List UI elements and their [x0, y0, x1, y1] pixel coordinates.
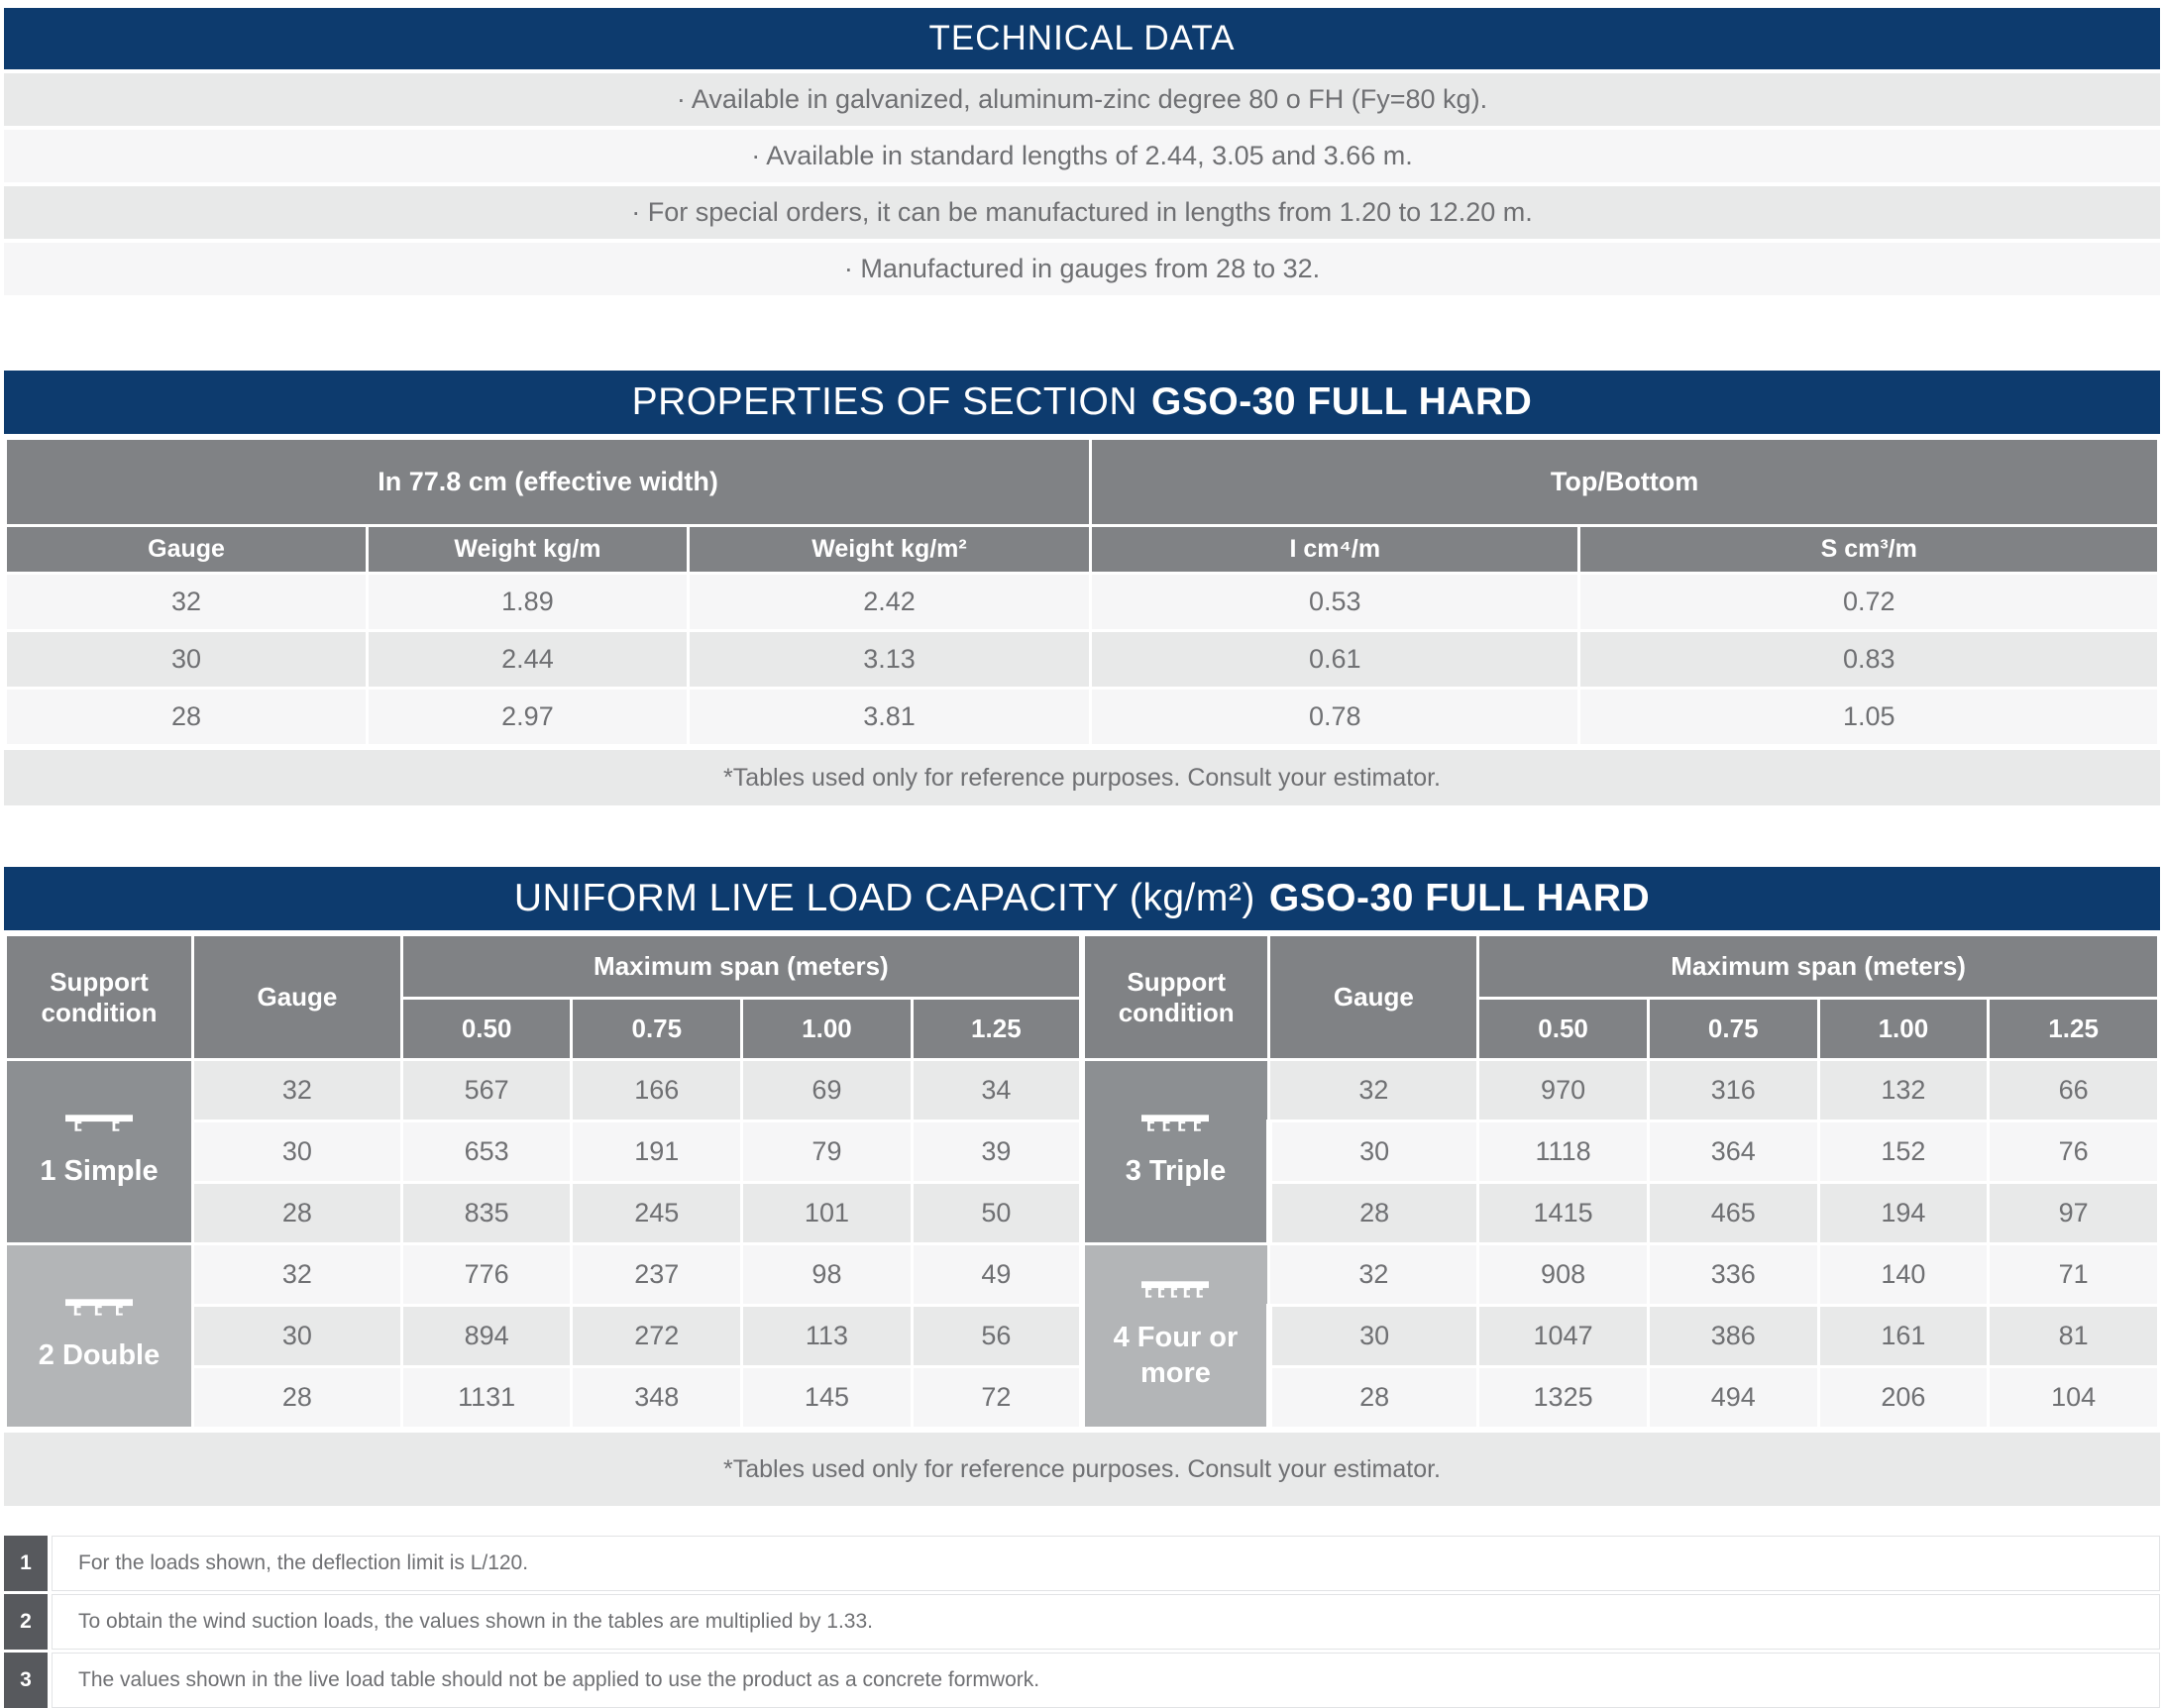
load-cell: 50 [912, 1183, 1082, 1244]
max-span-header: Maximum span (meters) [401, 935, 1082, 999]
load-cell: 104 [1989, 1367, 2159, 1429]
load-cell: 272 [572, 1306, 742, 1367]
table-row [6, 1060, 2159, 1121]
group-header-top-bottom: Top/Bottom [1091, 439, 2159, 526]
load-cell: 71 [1989, 1244, 2159, 1306]
value-cell: 1.89 [368, 574, 689, 631]
properties-title: PROPERTIES OF SECTION [631, 380, 1138, 423]
value-cell: 1.05 [1579, 689, 2159, 746]
load-cell: 152 [1818, 1121, 1989, 1183]
load-cell: 39 [912, 1121, 1082, 1183]
load-cell: 194 [1818, 1183, 1989, 1244]
live-load-header [4, 867, 2160, 930]
gauge-cell: 28 [193, 1183, 402, 1244]
footnote-number: 2 [4, 1594, 48, 1650]
beam-2-supports-icon [65, 1115, 133, 1135]
load-cell: 101 [742, 1183, 913, 1244]
load-cell: 49 [912, 1244, 1082, 1306]
footnotes-section [4, 1536, 2160, 1708]
load-cell: 316 [1648, 1060, 1818, 1121]
footnote-row [4, 1594, 2160, 1650]
table-row [6, 526, 2159, 574]
column-header-inertia: I cm⁴/m [1091, 526, 1579, 574]
value-cell: 3.81 [688, 689, 1090, 746]
technical-data-item-text: · Available in galvanized, aluminum-zinc degree 80 o FH (Fy=80 kg). [676, 84, 1488, 114]
technical-data-item [4, 186, 2160, 239]
technical-data-item [4, 73, 2160, 126]
load-cell: 653 [401, 1121, 572, 1183]
load-cell: 79 [742, 1121, 913, 1183]
support-cell-2-double [6, 1244, 193, 1429]
properties-note [4, 750, 2160, 805]
load-cell: 206 [1818, 1367, 1989, 1429]
load-cell: 348 [572, 1367, 742, 1429]
properties-table [4, 437, 2160, 747]
load-cell: 245 [572, 1183, 742, 1244]
load-cell: 465 [1648, 1183, 1818, 1244]
gauge-cell: 28 [1269, 1367, 1478, 1429]
properties-title-product: GSO-30 FULL HARD [1151, 380, 1533, 423]
load-cell: 191 [572, 1121, 742, 1183]
gauge-cell: 28 [193, 1367, 402, 1429]
load-cell: 34 [912, 1060, 1082, 1121]
load-cell: 66 [1989, 1060, 2159, 1121]
load-cell: 113 [742, 1306, 913, 1367]
technical-data-item-text: · For special orders, it can be manufactured in lengths from 1.20 to 12.20 m. [631, 197, 1533, 227]
span-value-header: 1.25 [1989, 999, 2159, 1060]
gauge-cell: 32 [6, 574, 368, 631]
support-cell-3-triple [1082, 1060, 1269, 1244]
span-value-header: 0.75 [572, 999, 742, 1060]
span-value-header: 0.50 [1478, 999, 1649, 1060]
load-cell: 56 [912, 1306, 1082, 1367]
load-cell: 161 [1818, 1306, 1989, 1367]
column-header-weight-kg-m2: Weight kg/m² [688, 526, 1090, 574]
load-cell: 336 [1648, 1244, 1818, 1306]
load-cell: 98 [742, 1244, 913, 1306]
load-cell: 72 [912, 1367, 1082, 1429]
value-cell: 0.72 [1579, 574, 2159, 631]
live-load-title: UNIFORM LIVE LOAD CAPACITY (kg/m²) [513, 877, 1255, 919]
load-cell: 894 [401, 1306, 572, 1367]
beam-4-supports-icon [1141, 1115, 1209, 1135]
load-cell: 386 [1648, 1306, 1818, 1367]
technical-data-item [4, 130, 2160, 182]
technical-data-header [4, 8, 2160, 69]
load-cell: 76 [1989, 1121, 2159, 1183]
technical-data-item-text: · Available in standard lengths of 2.44, 3.05 and 3.66 m. [751, 141, 1413, 170]
load-cell: 1325 [1478, 1367, 1649, 1429]
load-cell: 908 [1478, 1244, 1649, 1306]
properties-header [4, 371, 2160, 434]
load-cell: 145 [742, 1367, 913, 1429]
load-cell: 494 [1648, 1367, 1818, 1429]
gauge-header: Gauge [1269, 935, 1478, 1060]
span-value-header: 1.00 [1818, 999, 1989, 1060]
support-label: 2 Double [38, 1338, 161, 1371]
table-row [6, 439, 2159, 526]
gauge-cell: 28 [6, 689, 368, 746]
beam-5-supports-icon [1141, 1281, 1209, 1302]
load-cell: 1047 [1478, 1306, 1649, 1367]
gauge-cell: 32 [193, 1060, 402, 1121]
gauge-cell: 28 [1269, 1183, 1478, 1244]
load-cell: 364 [1648, 1121, 1818, 1183]
table-row [6, 1244, 2159, 1306]
footnote-number: 1 [4, 1536, 48, 1591]
properties-section [4, 371, 2160, 805]
properties-note-text: *Tables used only for reference purposes. Consult your estimator. [723, 763, 1441, 792]
footnote-row [4, 1653, 2160, 1708]
live-load-note [4, 1433, 2160, 1506]
value-cell: 0.61 [1091, 631, 1579, 689]
value-cell: 0.78 [1091, 689, 1579, 746]
table-row [6, 631, 2159, 689]
load-cell: 69 [742, 1060, 913, 1121]
footnote-number: 3 [4, 1653, 48, 1708]
table-row [6, 689, 2159, 746]
load-cell: 81 [1989, 1306, 2159, 1367]
technical-data-item [4, 243, 2160, 295]
gauge-header: Gauge [193, 935, 402, 1060]
load-cell: 1131 [401, 1367, 572, 1429]
value-cell: 2.44 [368, 631, 689, 689]
load-cell: 776 [401, 1244, 572, 1306]
column-header-weight-kg-m: Weight kg/m [368, 526, 689, 574]
load-cell: 166 [572, 1060, 742, 1121]
live-load-note-text: *Tables used only for reference purposes. Consult your estimator. [723, 1454, 1441, 1483]
span-value-header: 1.00 [742, 999, 913, 1060]
load-cell: 140 [1818, 1244, 1989, 1306]
live-load-title-product: GSO-30 FULL HARD [1268, 877, 1651, 919]
gauge-cell: 32 [1269, 1244, 1478, 1306]
support-condition-header: Support condition [1082, 935, 1269, 1060]
gauge-cell: 30 [1269, 1306, 1478, 1367]
gauge-cell: 30 [6, 631, 368, 689]
gauge-cell: 32 [1269, 1060, 1478, 1121]
support-cell-1-simple [6, 1060, 193, 1244]
gauge-cell: 30 [193, 1121, 402, 1183]
beam-3-supports-icon [65, 1299, 133, 1320]
load-cell: 970 [1478, 1060, 1649, 1121]
support-label: 3 Triple [1125, 1154, 1227, 1187]
load-cell: 237 [572, 1244, 742, 1306]
value-cell: 0.53 [1091, 574, 1579, 631]
table-row [6, 574, 2159, 631]
live-load-table [4, 933, 2160, 1430]
load-cell: 835 [401, 1183, 572, 1244]
load-cell: 1415 [1478, 1183, 1649, 1244]
load-cell: 567 [401, 1060, 572, 1121]
support-label: 1 Simple [40, 1154, 159, 1187]
span-value-header: 1.25 [912, 999, 1082, 1060]
footnote-text: The values shown in the live load table should not be applied to use the product as a concrete formwork. [52, 1653, 2160, 1708]
gauge-cell: 30 [1269, 1121, 1478, 1183]
table-row [6, 935, 2159, 999]
value-cell: 0.83 [1579, 631, 2159, 689]
value-cell: 2.97 [368, 689, 689, 746]
load-cell: 132 [1818, 1060, 1989, 1121]
footnote-text: To obtain the wind suction loads, the values shown in the tables are multiplied by 1.33. [52, 1594, 2160, 1650]
support-label: 4 Four or more [1113, 1321, 1239, 1389]
value-cell: 2.42 [688, 574, 1090, 631]
span-value-header: 0.75 [1648, 999, 1818, 1060]
group-header-effective-width: In 77.8 cm (effective width) [6, 439, 1091, 526]
live-load-section [4, 867, 2160, 1506]
support-condition-header: Support condition [6, 935, 193, 1060]
gauge-cell: 30 [193, 1306, 402, 1367]
technical-data-item-text: · Manufactured in gauges from 28 to 32. [843, 254, 1321, 283]
technical-data-section [4, 8, 2160, 295]
value-cell: 3.13 [688, 631, 1090, 689]
load-cell: 97 [1989, 1183, 2159, 1244]
max-span-header: Maximum span (meters) [1478, 935, 2159, 999]
technical-data-title: TECHNICAL DATA [928, 19, 1236, 57]
column-header-section-modulus: S cm³/m [1579, 526, 2159, 574]
load-cell: 1118 [1478, 1121, 1649, 1183]
footnote-row [4, 1536, 2160, 1591]
support-cell-4-four-or-more [1082, 1244, 1269, 1429]
column-header-gauge: Gauge [6, 526, 368, 574]
gauge-cell: 32 [193, 1244, 402, 1306]
span-value-header: 0.50 [401, 999, 572, 1060]
footnote-text: For the loads shown, the deflection limit is L/120. [52, 1536, 2160, 1591]
